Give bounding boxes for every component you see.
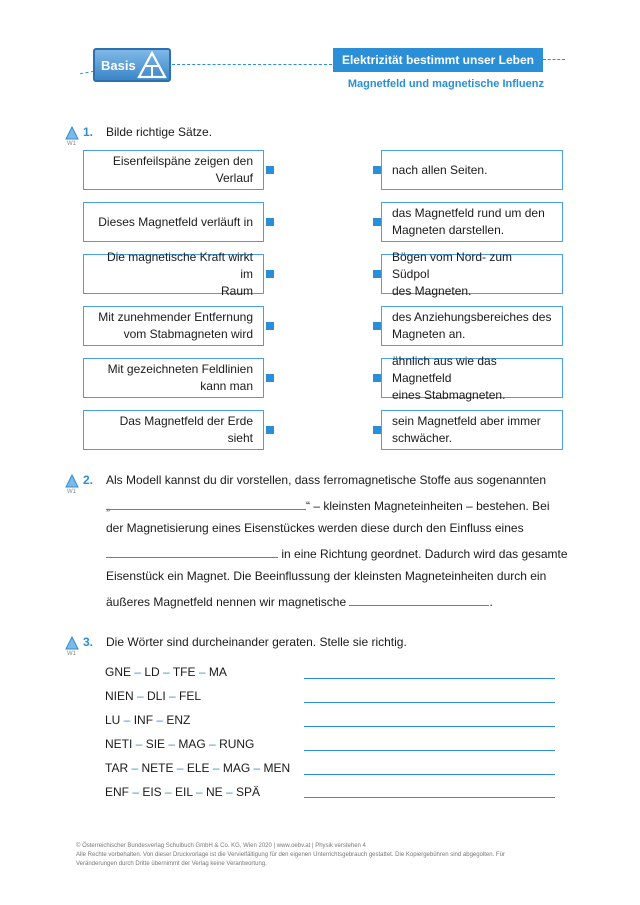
match-right-box[interactable] xyxy=(381,202,563,242)
match-left-box[interactable] xyxy=(83,358,264,398)
pyramid-icon xyxy=(137,51,167,79)
anagram-row-1 xyxy=(105,665,227,679)
worksheet-title: Elektrizität bestimmt unser Leben xyxy=(333,48,543,72)
match-left-box[interactable] xyxy=(83,150,264,190)
task-2-number: 2. xyxy=(83,473,94,487)
answer-line[interactable] xyxy=(304,702,555,703)
match-left-box[interactable] xyxy=(83,202,264,242)
anagram-separator: – xyxy=(161,785,176,799)
match-left-box[interactable] xyxy=(83,306,264,346)
match-text: ähnlich aus wie das Magnetfeld xyxy=(392,353,497,385)
match-right-box[interactable] xyxy=(381,150,563,190)
match-text: kann man xyxy=(200,379,253,393)
match-right-box[interactable] xyxy=(381,353,563,402)
task-1-instruction: Bilde richtige Sätze. xyxy=(106,125,213,139)
match-text: Bögen vom Nord- zum Südpol xyxy=(392,249,513,281)
match-text: des Anziehungsbereiches des xyxy=(392,310,552,324)
anagram-part: MA xyxy=(208,665,227,679)
match-text: schwächer. xyxy=(392,431,453,445)
match-left-box[interactable] xyxy=(83,410,264,450)
anagram-row-6 xyxy=(105,785,260,799)
cloze-text: “ – kleinsten Magneteinheiten – bestehen. Bei xyxy=(306,499,550,513)
anagram-row-4 xyxy=(105,737,254,751)
anagram-separator: – xyxy=(159,665,173,679)
connector-dot[interactable] xyxy=(266,270,274,278)
anagram-separator: – xyxy=(165,689,180,703)
anagram-separator: – xyxy=(222,785,236,799)
task-level-label: W1 xyxy=(67,489,76,495)
match-text: vom Stabmagneten wird xyxy=(123,327,253,341)
match-text: nach allen Seiten. xyxy=(392,162,488,177)
anagram-part: SIE xyxy=(145,737,166,751)
match-text: Mit zunehmender Entfernung xyxy=(98,310,253,324)
match-text: sein Magnetfeld aber immer xyxy=(392,414,541,428)
match-right-box[interactable] xyxy=(381,249,563,298)
cloze-line xyxy=(106,545,568,561)
cloze-text: . xyxy=(489,595,493,609)
header-dashed-line-mid xyxy=(172,64,332,65)
match-right-box[interactable] xyxy=(381,410,563,450)
anagram-separator: – xyxy=(132,737,146,751)
worksheet-subtitle: Magnetfeld und magnetische Influenz xyxy=(347,78,544,90)
anagram-part: RUNG xyxy=(219,737,255,751)
anagram-separator: – xyxy=(250,761,264,775)
cloze-blank-1[interactable] xyxy=(110,497,306,510)
anagram-separator: – xyxy=(165,737,179,751)
anagram-part: NIEN xyxy=(105,689,134,703)
connector-dot[interactable] xyxy=(266,322,274,330)
match-text: Eisenfeilspäne zeigen den xyxy=(112,154,253,168)
anagram-separator: – xyxy=(205,737,220,751)
connector-dot[interactable] xyxy=(373,374,381,382)
anagram-row-3 xyxy=(105,713,190,727)
answer-line[interactable] xyxy=(304,750,555,751)
cloze-blank-3[interactable] xyxy=(349,593,489,606)
anagram-part: LU xyxy=(105,713,121,727)
anagram-row-2 xyxy=(105,689,201,703)
anagram-part: MAG xyxy=(178,737,206,751)
match-text: Die magnetische Kraft wirkt im xyxy=(106,249,253,281)
footer-rights: Alle Rechte vorbehalten. Von dieser Druckvorlage ist die Vervielfältigung für den eigenen Unterrichtsgebrauch gestattet. Die Kopiergebühren sind abgegolten. Für xyxy=(76,852,505,858)
connector-dot[interactable] xyxy=(266,374,274,382)
task-level-icon xyxy=(65,474,79,488)
answer-line[interactable] xyxy=(304,774,555,775)
anagram-part: ENZ xyxy=(166,713,191,727)
anagram-part: MAG xyxy=(222,761,251,775)
anagram-separator: – xyxy=(195,665,209,679)
anagram-separator: – xyxy=(131,665,145,679)
anagram-part: NE xyxy=(205,785,223,799)
anagram-separator: – xyxy=(153,713,167,727)
anagram-part: FEL xyxy=(179,689,202,703)
match-left-box[interactable] xyxy=(83,249,264,298)
answer-line[interactable] xyxy=(304,797,555,798)
connector-dot[interactable] xyxy=(373,270,381,278)
anagram-part: NETI xyxy=(105,737,133,751)
connector-dot[interactable] xyxy=(373,426,381,434)
anagram-part: LD xyxy=(144,665,160,679)
cloze-text: äußeres Magnetfeld nennen wir magnetische xyxy=(106,595,347,609)
connector-dot[interactable] xyxy=(373,166,381,174)
anagram-part: DLI xyxy=(147,689,166,703)
anagram-part: SPÄ xyxy=(235,785,260,799)
match-text: Magneten an. xyxy=(392,327,466,341)
header-dashed-line-left xyxy=(80,71,94,74)
anagram-row-5 xyxy=(105,761,290,775)
match-text: Raum xyxy=(220,283,253,298)
footer-disclaimer: Veränderungen durch Dritte übernimmt der Verlag keine Verantwortung. xyxy=(76,861,267,867)
anagram-part: TFE xyxy=(172,665,196,679)
anagram-part: ENF xyxy=(105,785,129,799)
quote-open: „ xyxy=(106,499,110,513)
anagram-separator: – xyxy=(133,689,148,703)
anagram-part: TAR xyxy=(105,761,129,775)
task-level-icon xyxy=(65,636,79,650)
anagram-part: ELE xyxy=(186,761,210,775)
cloze-blank-2[interactable] xyxy=(106,545,278,558)
connector-dot[interactable] xyxy=(373,218,381,226)
cloze-line xyxy=(106,593,493,609)
connector-dot[interactable] xyxy=(266,426,274,434)
basis-badge xyxy=(93,48,171,82)
cloze-text: in eine Richtung geordnet. Dadurch wird das gesamte xyxy=(281,547,568,561)
task-2-instruction: Als Modell kannst du dir vorstellen, dass ferromagnetische Stoffe aus sogenannten xyxy=(106,473,547,487)
match-text: das Magnetfeld rund um den xyxy=(392,206,545,220)
anagram-part: NETE xyxy=(141,761,174,775)
header-dashed-line-right xyxy=(543,59,565,60)
anagram-part: MEN xyxy=(263,761,291,775)
anagram-separator: – xyxy=(120,713,134,727)
footer-copyright: © Österreichischer Bundesverlag Schulbuch GmbH & Co. KG, Wien 2020 | www.oebv.at | Physik verstehen 4 xyxy=(76,843,366,849)
match-text: Verlauf xyxy=(215,171,253,185)
anagram-separator: – xyxy=(192,785,206,799)
cloze-line: der Magnetisierung eines Eisenstückes werden diese durch den Einfluss eines xyxy=(106,521,524,535)
task-level-label: W1 xyxy=(67,651,76,657)
anagram-part: INF xyxy=(133,713,154,727)
match-text: Dieses Magnetfeld verläuft in xyxy=(98,214,253,229)
match-text: Mit gezeichneten Feldlinien xyxy=(107,362,253,376)
task-level-icon xyxy=(65,126,79,140)
task-1-number: 1. xyxy=(83,125,94,139)
match-text: Magneten darstellen. xyxy=(392,223,505,237)
match-text: Das Magnetfeld der Erde sieht xyxy=(119,414,253,445)
anagram-part: EIS xyxy=(142,785,162,799)
anagram-separator: – xyxy=(128,761,142,775)
answer-line[interactable] xyxy=(304,678,555,679)
answer-line[interactable] xyxy=(304,726,555,727)
task-level-label: W1 xyxy=(67,141,76,147)
anagram-part: EIL xyxy=(175,785,193,799)
connector-dot[interactable] xyxy=(266,166,274,174)
match-right-box[interactable] xyxy=(381,306,563,346)
anagram-separator: – xyxy=(129,785,143,799)
anagram-separator: – xyxy=(209,761,223,775)
basis-label: Basis xyxy=(101,58,136,73)
match-text: des Magneten. xyxy=(392,283,472,298)
cloze-line xyxy=(106,497,550,513)
task-3-instruction: Die Wörter sind durcheinander geraten. Stelle sie richtig. xyxy=(106,635,407,649)
connector-dot[interactable] xyxy=(266,218,274,226)
cloze-line: Eisenstück ein Magnet. Die Beeinflussung der kleinsten Magneteinheiten durch ein xyxy=(106,569,547,583)
match-text: eines Stabmagneten. xyxy=(392,387,506,402)
task-3-number: 3. xyxy=(83,635,94,649)
anagram-part: GNE xyxy=(105,665,132,679)
anagram-separator: – xyxy=(173,761,187,775)
connector-dot[interactable] xyxy=(373,322,381,330)
